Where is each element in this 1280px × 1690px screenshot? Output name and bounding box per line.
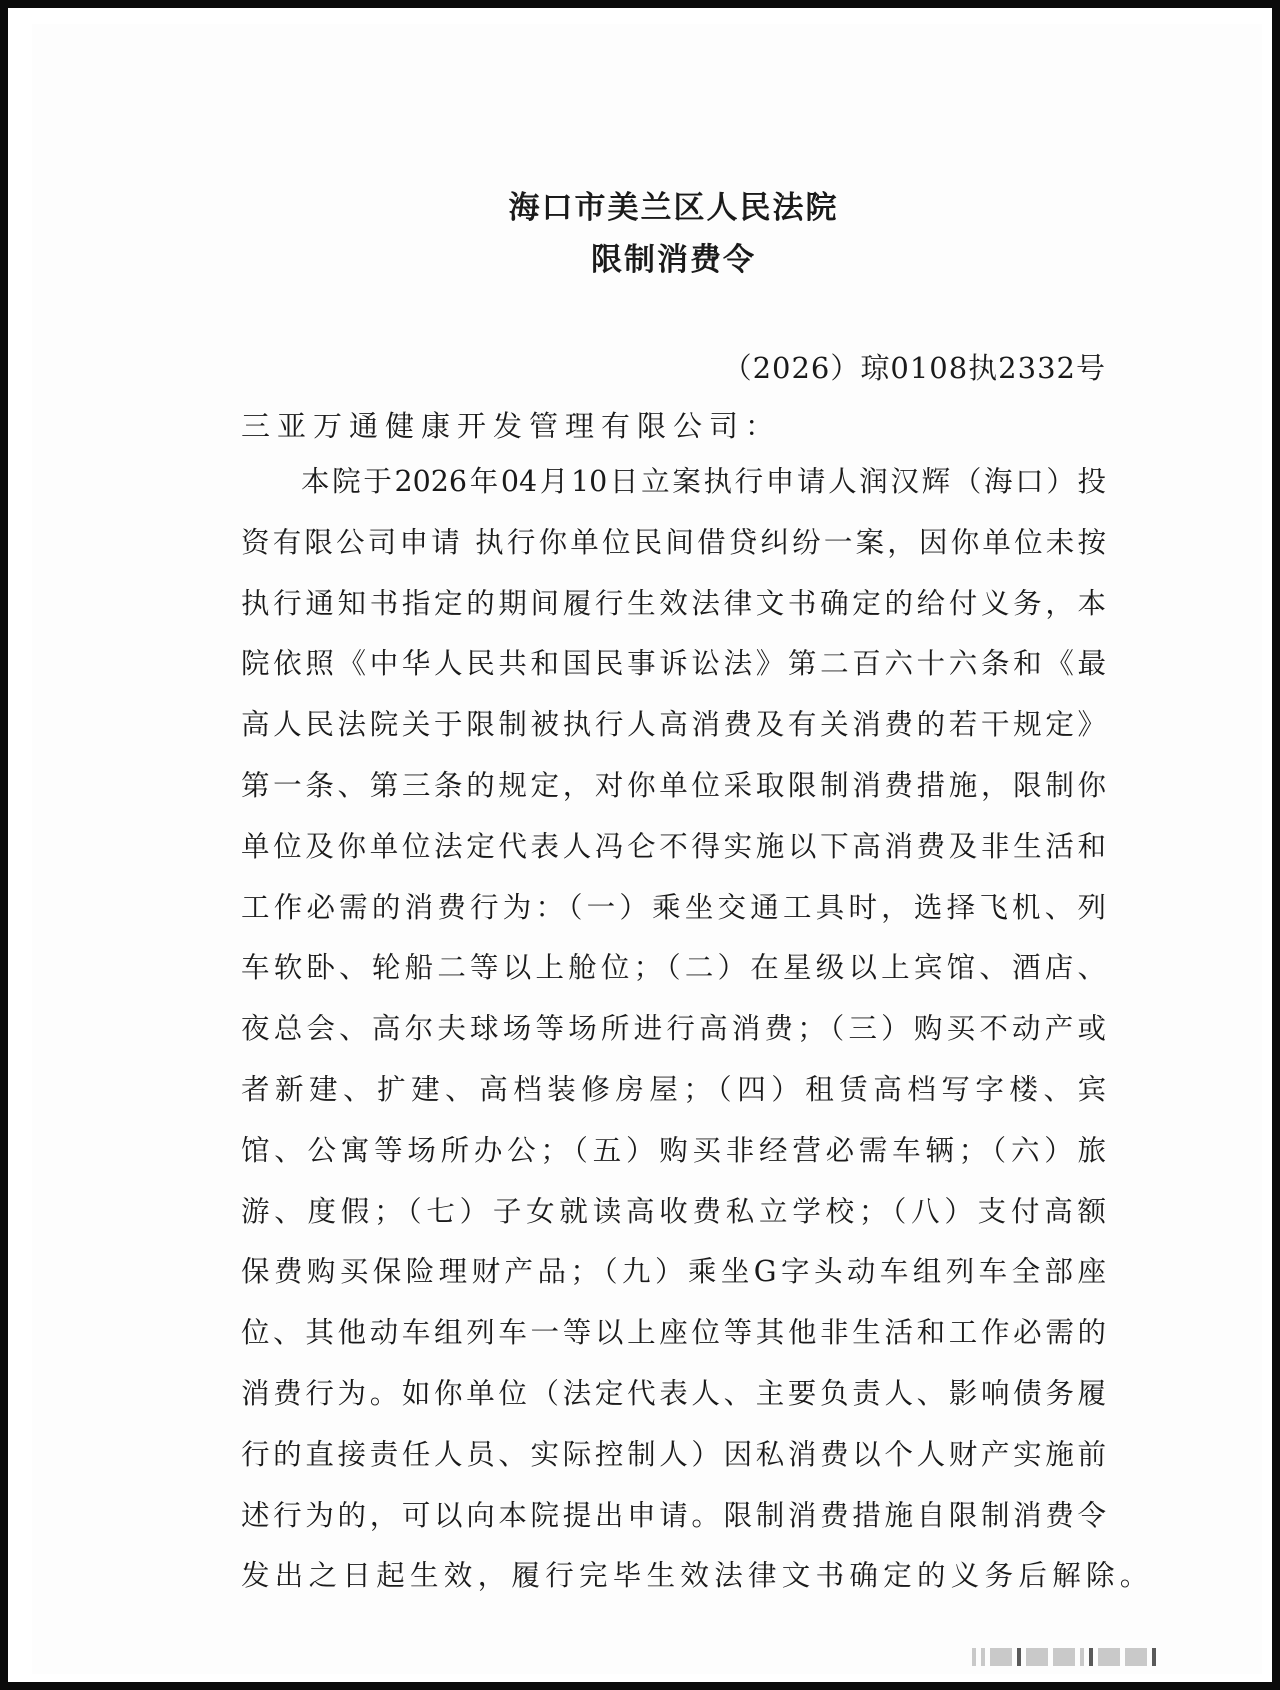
document-page <box>32 24 1262 1674</box>
addressee: 三亚万通健康开发管理有限公司： <box>241 409 782 443</box>
body-line: 消费行为。如你单位（法定代表人、主要负责人、影响债务履 <box>241 1376 1106 1410</box>
body-line: 夜总会、高尔夫球场等场所进行高消费；（三）购买不动产或 <box>241 1012 1106 1046</box>
body-line: 车软卧、轮船二等以上舱位；（二）在星级以上宾馆、酒店、 <box>241 951 1106 985</box>
body-line: 院依照《中华人民共和国民事诉讼法》第二百六十六条和《最 <box>241 647 1106 681</box>
body-line: 单位及你单位法定代表人冯仑不得实施以下高消费及非生活和 <box>241 829 1106 863</box>
mark <box>1125 1648 1147 1666</box>
mark <box>1098 1648 1120 1666</box>
decorative-marks <box>972 1646 1242 1668</box>
case-number: （2026）琼0108执2332号 <box>722 351 1106 385</box>
document-type-title: 限制消费令 <box>591 242 756 278</box>
body-paragraph <box>241 462 1154 1617</box>
body-line: 馆、公寓等场所办公；（五）购买非经营必需车辆；（六）旅 <box>241 1133 1106 1167</box>
body-line: 行的直接责任人员、实际控制人）因私消费以个人财产实施前 <box>241 1437 1106 1471</box>
body-line: 发出之日起生效，履行完毕生效法律文书确定的义务后解除。 <box>241 1559 1154 1593</box>
body-line: 资有限公司申请 执行你单位民间借贷纠纷一案，因你单位未按 <box>241 525 1106 559</box>
body-line: 保费购买保险理财产品；（九）乘坐G字头动车组列车全部座 <box>241 1255 1106 1289</box>
body-line: 高人民法院关于限制被执行人高消费及有关消费的若干规定》 <box>241 708 1106 742</box>
body-line: 执行通知书指定的期间履行生效法律文书确定的给付义务，本 <box>241 586 1106 620</box>
mark <box>1080 1648 1084 1666</box>
mark <box>990 1648 1012 1666</box>
mark <box>1026 1648 1048 1666</box>
body-line: 位、其他动车组列车一等以上座位等其他非生活和工作必需的 <box>241 1316 1106 1350</box>
mark <box>972 1648 976 1666</box>
mark <box>1053 1648 1075 1666</box>
body-line: 本院于2026年04月10日立案执行申请人润汉辉（海口）投 <box>301 465 1106 498</box>
body-line: 第一条、第三条的规定，对你单位采取限制消费措施，限制你 <box>241 768 1106 802</box>
body-line: 者新建、扩建、高档装修房屋；（四）租赁高档写字楼、宾 <box>241 1072 1106 1106</box>
mark <box>981 1648 985 1666</box>
body-line: 游、度假；（七）子女就读高收费私立学校；（八）支付高额 <box>241 1194 1106 1228</box>
mark <box>1089 1648 1093 1666</box>
mark <box>1017 1648 1021 1666</box>
body-line: 工作必需的消费行为：（一）乘坐交通工具时，选择飞机、列 <box>241 890 1106 924</box>
body-line: 述行为的，可以向本院提出申请。限制消费措施自限制消费令 <box>241 1498 1106 1532</box>
court-name: 海口市美兰区人民法院 <box>508 190 839 226</box>
mark <box>1152 1648 1156 1666</box>
